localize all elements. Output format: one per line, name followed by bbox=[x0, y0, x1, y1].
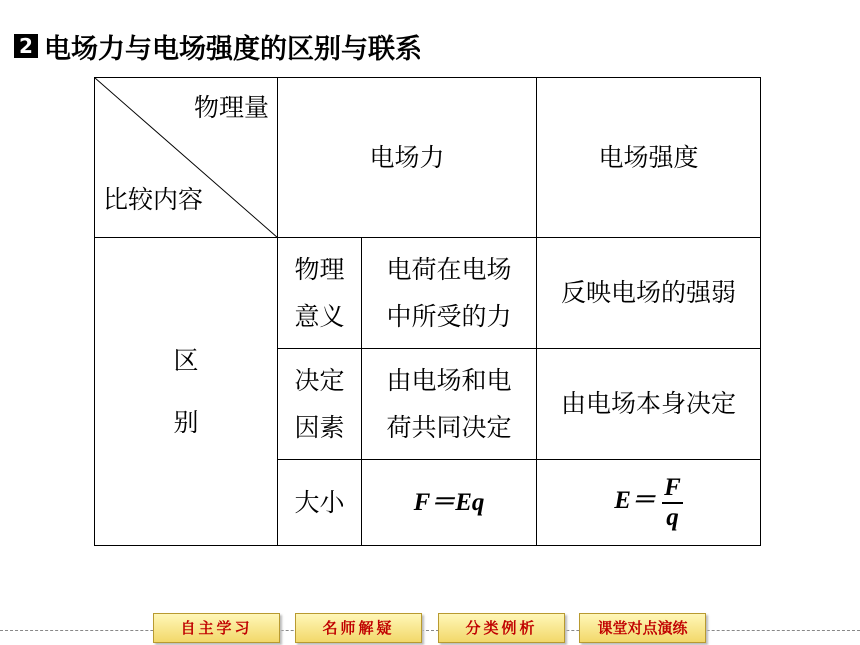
header-comparison-content: 比较内容 bbox=[103, 184, 204, 214]
section-number-badge: 2 bbox=[14, 34, 38, 58]
comparison-table bbox=[94, 77, 761, 546]
fraction-numerator: F bbox=[662, 474, 683, 504]
nav-button-class-practice[interactable]: 课堂对点演练 bbox=[579, 613, 706, 643]
section-label-difference bbox=[95, 238, 278, 546]
force-text-line: 由电场和电 bbox=[386, 365, 512, 395]
section-title: 电场力与电场强度的区别与联系 bbox=[44, 33, 422, 65]
force-factors-cell bbox=[362, 349, 537, 460]
force-meaning-cell bbox=[362, 238, 537, 349]
force-text-line: 电荷在电场 bbox=[386, 254, 512, 284]
field-factors-cell: 由电场本身决定 bbox=[537, 349, 761, 460]
nav-button-teacher-explain[interactable]: 名师解疑 bbox=[295, 613, 422, 643]
nav-button-examples[interactable]: 分类例析 bbox=[438, 613, 565, 643]
header-field-strength: 电场强度 bbox=[537, 78, 761, 238]
field-formula-lhs: E＝ bbox=[614, 487, 656, 515]
section-heading bbox=[14, 28, 422, 64]
diagonal-header-cell bbox=[95, 78, 278, 238]
fraction-denominator: q bbox=[666, 503, 679, 531]
force-text-line: 中所受的力 bbox=[386, 302, 512, 331]
field-formula-fraction bbox=[662, 474, 683, 531]
force-text-line: 荷共同决定 bbox=[386, 413, 512, 442]
aspect-line: 意义 bbox=[294, 302, 345, 331]
row-aspect-factors bbox=[278, 349, 362, 460]
header-electric-force: 电场力 bbox=[278, 78, 537, 238]
aspect-line: 因素 bbox=[294, 413, 345, 442]
aspect-line: 决定 bbox=[294, 365, 345, 395]
nav-button-self-study[interactable]: 自主学习 bbox=[153, 613, 280, 643]
footer-divider bbox=[0, 630, 860, 631]
section-char-1: 区 bbox=[173, 346, 199, 375]
section-char-2: 别 bbox=[173, 407, 199, 437]
row-aspect-meaning bbox=[278, 238, 362, 349]
header-physical-quantity: 物理量 bbox=[193, 93, 269, 122]
field-formula bbox=[537, 460, 761, 546]
force-formula: F＝Eq bbox=[362, 460, 537, 546]
aspect-line: 物理 bbox=[294, 254, 345, 284]
row-aspect-magnitude: 大小 bbox=[278, 460, 362, 546]
field-meaning-cell: 反映电场的强弱 bbox=[537, 238, 761, 349]
